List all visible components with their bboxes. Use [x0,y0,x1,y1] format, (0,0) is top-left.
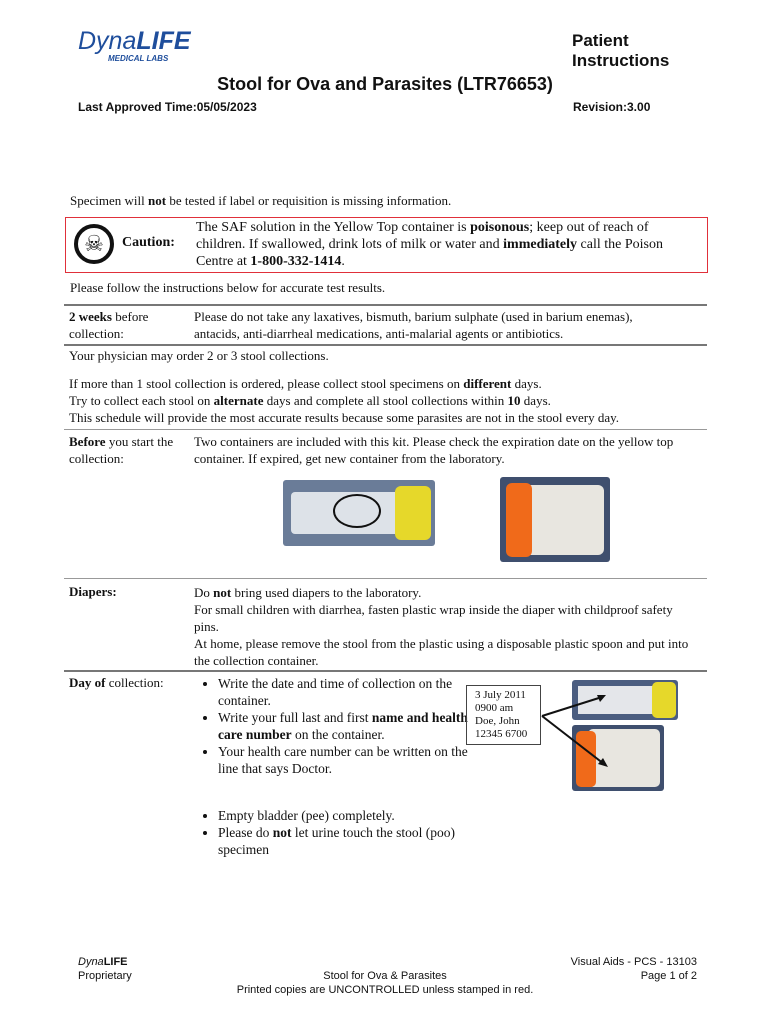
skull-crossbones-icon: ☠ [74,224,114,264]
yellow-top-container-image [283,480,435,546]
doc-type-line1: Patient [572,31,629,50]
doc-type [572,31,669,71]
specimen-note: Specimen will not be tested if label or requisition is missing information. [70,193,452,208]
divider [64,344,707,346]
physician-note: Your physician may order 2 or 3 stool collections. [69,348,329,363]
day-label: Day of collection: [69,675,164,690]
list-item: • Your health care number can be written on the line that says Doctor. [218,743,480,777]
revision: Revision:3.00 [573,100,651,114]
list-item: • Empty bladder (pee) completely. [218,807,480,824]
list-item: • Write the date and time of collection on the container. [218,675,480,709]
divider [64,304,707,306]
before-text: Two containers are included with this kit. Please check the expiration date on the yellow top container. If expired, get new container from the laboratory. [194,434,674,466]
dynalife-logo [78,28,191,63]
logo-dyna: Dyna [78,27,137,55]
doc-type-line2: Instructions [572,51,670,70]
diapers-text: Do not bring used diapers to the laboratory. For small children with diarrhea, fasten plastic wrap inside the diaper with childproof safety pins. At home, please remove the stool from the plastic using a disposable plastic spoon and put into the collection container. [194,585,689,668]
footer-right: Visual Aids - PCS - 13103 Page 1 of 2 [570,956,697,982]
day-instructions [192,675,480,777]
divider [64,429,707,430]
caution-text: The SAF solution in the Yellow Top container is poisonous; keep out of reach of children. If swallowed, drink lots of milk or water and immediately call the Poison Centre at 1-800-332-1414. [196,220,663,269]
label-example-box: 3 July 2011 0900 am Doe, John 12345 6700 [466,685,541,745]
footer-left: DynaLIFE Proprietary [78,956,132,982]
caution-box [65,217,708,273]
weeks-label: 2 weeks before collection: [69,309,149,341]
multiple-collections: If more than 1 stool collection is ordered, please collect stool specimens on different days. Try to collect each stool on alternate days and complete all stool collections within 10 days. This schedule will provide the most accurate results because some parasites are not in the stool every day. [69,376,620,425]
divider [64,578,707,579]
list-item: • Please do not let urine touch the stool (poo) specimen [218,824,480,858]
last-approved-time: Last Approved Time:05/05/2023 [78,100,257,114]
diapers-label: Diapers: [69,584,117,599]
arrows-icon [540,690,620,780]
orange-top-container-image [500,477,610,562]
list-item: • Write your full last and first name and health care number on the container. [218,709,480,743]
weeks-text: Please do not take any laxatives, bismuth, barium sulphate (used in barium enemas), antacids, anti-diarrheal medications, anti-malarial agents or antibiotics. [194,309,633,341]
bladder-instructions [192,807,480,858]
logo-life: LIFE [136,27,191,55]
divider [64,670,707,672]
footer-center: Stool for Ova & Parasites Printed copies are UNCONTROLLED unless stamped in red. [236,970,534,996]
caution-label: Caution: [122,235,175,250]
follow-instructions: Please follow the instructions below for accurate test results. [70,280,386,295]
logo-sub: MEDICAL LABS [108,54,169,63]
page-title: Stool for Ova and Parasites (LTR76653) [217,74,553,94]
before-label: Before you start the collection: [69,434,174,466]
